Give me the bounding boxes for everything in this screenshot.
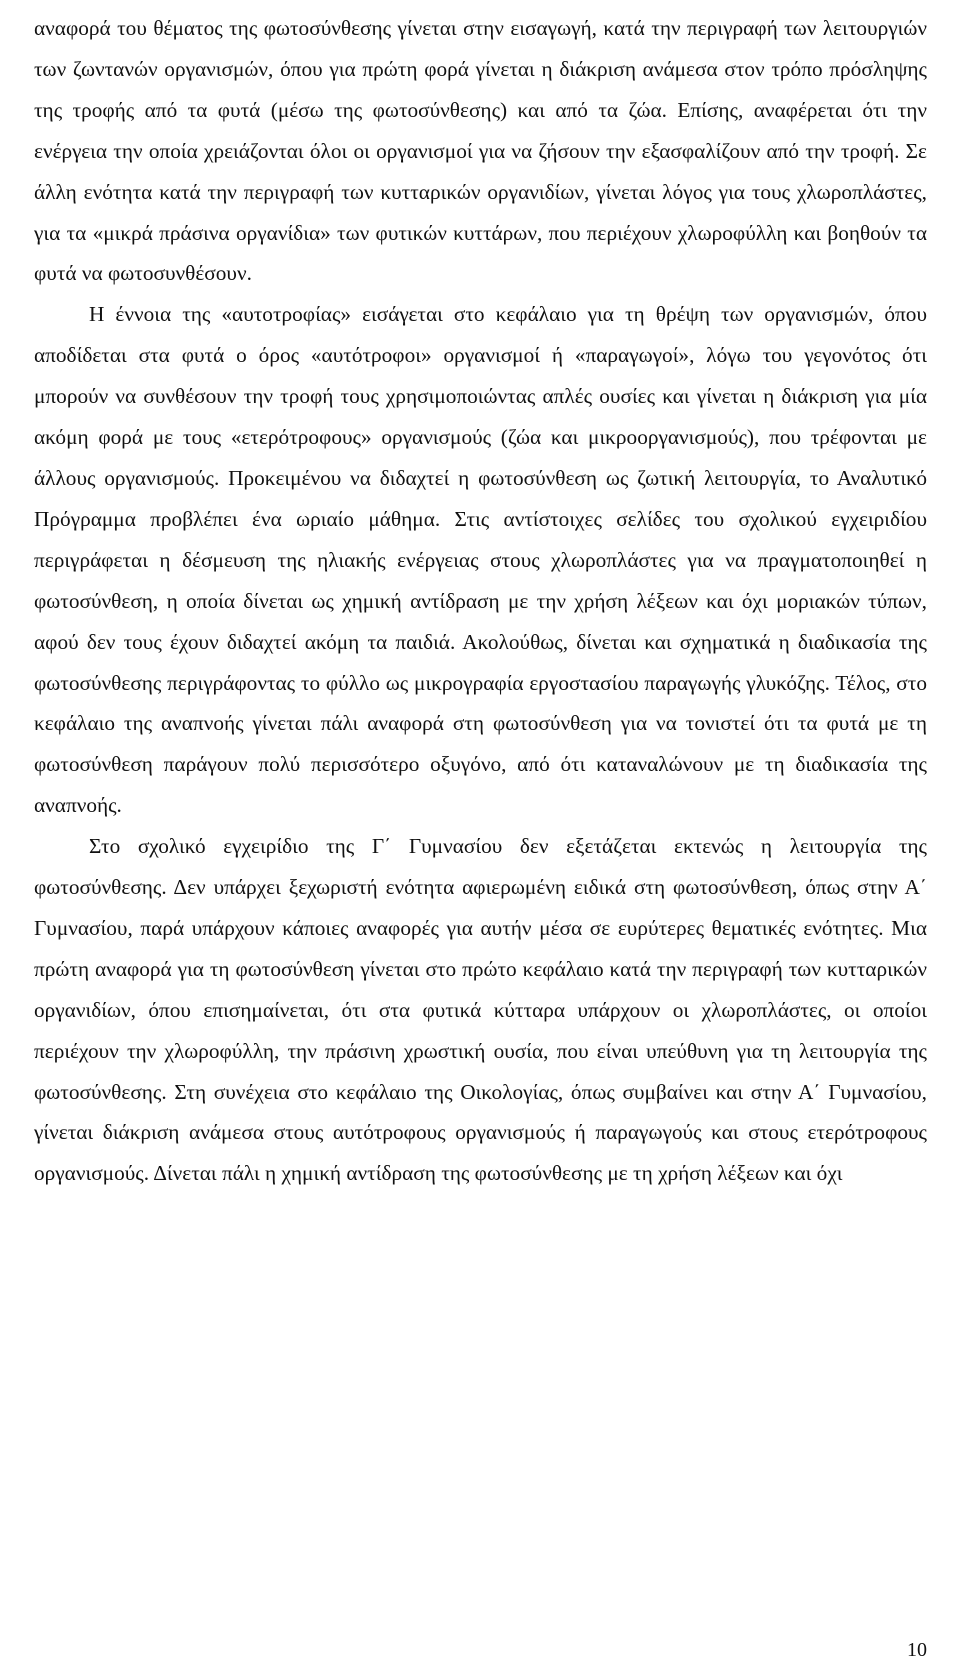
paragraph-3: Στο σχολικό εγχειρίδιο της Γ΄ Γυμνασίου δεν εξετάζεται εκτενώς η λειτουργία της φωτοσύνθεσης. Δεν υπάρχει ξεχωριστή ενότητα αφιερωμένη ειδικά στη φωτοσύνθεση, όπως στην Α΄ Γυμνασίου, παρά υπάρχουν κάποιες αναφορές για αυτήν μέσα σε ευρύτερες θεματικές ενότητες. Μια πρώτη αναφορά για τη φωτοσύνθεση γίνεται στο πρώτο κεφάλαιο κατά την περιγραφή των κυτταρικών οργανιδίων, όπου επισημαίνεται, ότι στα φυτικά κύτταρα υπάρχουν οι χλωροπλάστες, οι οποίοι περιέχουν την χλωροφύλλη, την πράσινη χρωστική ουσία, που είναι υπεύθυνη για τη λειτουργία της φωτοσύνθεσης. Στη συνέχεια στο κεφάλαιο της Οικολογίας, όπως συμβαίνει και στην Α΄ Γυμνασίου, γίνεται διάκριση ανάμεσα στους αυτότροφους οργανισμούς ή παραγωγούς και στους ετερότροφους οργανισμούς. Δίνεται πάλι η χημική αντίδραση της φωτοσύνθεσης με τη χρήση λέξεων και όχι: [34, 834, 927, 1186]
page-number: 10: [907, 1639, 927, 1661]
document-body: [34, 8, 927, 1194]
paragraph-1: αναφορά του θέματος της φωτοσύνθεσης γίνεται στην εισαγωγή, κατά την περιγραφή των λειτουργιών των ζωντανών οργανισμών, όπου για πρώτη φορά γίνεται η διάκριση ανάμεσα στον τρόπο πρόσληψης της τροφής από τα φυτά (μέσω της φωτοσύνθεσης) και από τα ζώα. Επίσης, αναφέρεται ότι την ενέργεια την οποία χρειάζονται όλοι οι οργανισμοί για να ζήσουν την εξασφαλίζουν από την τροφή. Σε άλλη ενότητα κατά την περιγραφή των κυτταρικών οργανιδίων, γίνεται λόγος για τους χλωροπλάστες, για τα «μικρά πράσινα οργανίδια» των φυτικών κυττάρων, που περιέχουν χλωροφύλλη και βοηθούν τα φυτά να φωτοσυνθέσουν.: [34, 16, 927, 286]
paragraph-2: Η έννοια της «αυτοτροφίας» εισάγεται στο κεφάλαιο για τη θρέψη των οργανισμών, όπου αποδίδεται στα φυτά ο όρος «αυτότροφοι» οργανισμοί ή «παραγωγοί», λόγω του γεγονότος ότι μπορούν να συνθέσουν την τροφή τους χρησιμοποιώντας απλές ουσίες και γίνεται η διάκριση για μία ακόμη φορά με τους «ετερότροφους» οργανισμούς (ζώα και μικροοργανισμούς), που τρέφονται με άλλους οργανισμούς. Προκειμένου να διδαχτεί η φωτοσύνθεση ως ζωτική λειτουργία, το Αναλυτικό Πρόγραμμα προβλέπει ένα ωριαίο μάθημα. Στις αντίστοιχες σελίδες του σχολικού εγχειριδίου περιγράφεται η δέσμευση της ηλιακής ενέργειας στους χλωροπλάστες για να πραγματοποιηθεί η φωτοσύνθεση, η οποία δίνεται ως χημική αντίδραση με την χρήση λέξεων και όχι μοριακών τύπων, αφού δεν τους έχουν διδαχτεί ακόμη τα παιδιά. Ακολούθως, δίνεται και σχηματικά η διαδικασία της φωτοσύνθεσης περιγράφοντας το φύλλο ως μικρογραφία εργοστασίου παραγωγής γλυκόζης. Τέλος, στο κεφάλαιο της αναπνοής γίνεται πάλι αναφορά στη φωτοσύνθεση για να τονιστεί ότι τα φυτά με τη φωτοσύνθεση παράγουν πολύ περισσότερο οξυγόνο, από ότι καταναλώνουν με τη διαδικασία της αναπνοής.: [34, 302, 927, 818]
document-page: [34, 0, 927, 1673]
